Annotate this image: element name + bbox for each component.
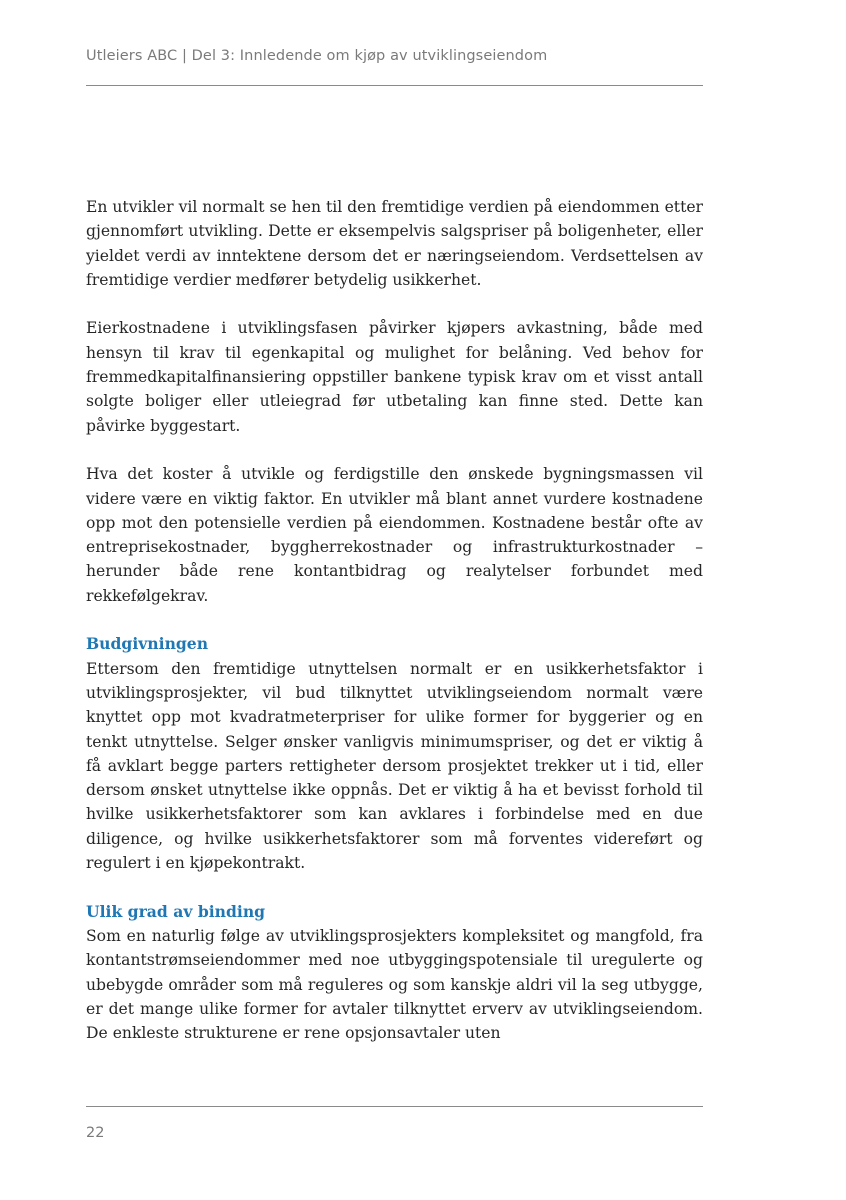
running-header: Utleiers ABC | Del 3: Innledende om kjøp av utviklingseiendom (86, 48, 548, 64)
section-heading-budgivningen: Budgivningen (86, 634, 209, 654)
footer-divider (86, 1106, 703, 1107)
page-number: 22 (86, 1125, 105, 1141)
section-paragraph: Som en naturlig følge av utviklingsprosjekters kompleksitet og mangfold, fra kontantstrømseiendommer med noe utbyggingspotensiale til uregulerte og ubebygde områder som må reguleres og som kanskje aldri vil la seg utbygge, er det mange ulike former for avtaler tilknyttet erverv av utviklingseiendom. De enkleste strukturene er rene opsjonsavtaler uten (86, 926, 703, 1043)
section-heading-ulik-grad-av-binding: Ulik grad av binding (86, 901, 266, 921)
header-divider (86, 85, 703, 86)
paragraph: Hva det koster å utvikle og ferdigstille den ønskede bygningsmassen vil videre være en viktig faktor. En utvikler må blant annet vurdere kostnadene opp mot den potensielle verdien på eiendommen. Kostnadene består ofte av entreprisekostnader, byggherrekostnader og infrastrukturkostnader – herunder både rene kontantbidrag og realytelser forbundet med rekkefølgekrav. (86, 465, 703, 605)
paragraph: Eierkostnadene i utviklingsfasen påvirker kjøpers avkastning, både med hensyn til krav til egenkapital og mulighet for belåning. Ved behov for fremmedkapitalfinansiering oppstiller bankene typisk krav om et visst antall solgte boliger eller utleiegrad før utbetaling kan finne sted. Dette kan påvirke byggestart. (86, 319, 703, 435)
paragraph: En utvikler vil normalt se hen til den fremtidige verdien på eiendommen etter gjennomført utvikling. Dette er eksempelvis salgspriser på boligenheter, eller yieldet verdi av inntektene dersom det er næringseiendom. Verdsettelsen av fremtidige verdier medfører betydelig usikkerhet. (86, 198, 704, 289)
main-text (86, 195, 703, 1070)
section-paragraph: Ettersom den fremtidige utnyttelsen normalt er en usikkerhetsfaktor i utviklingsprosjekter, vil bud tilknyttet utviklingseiendom normalt være knyttet opp mot kvadratmeterpriser for ulike former for byggerier og en tenkt utnyttelse. Selger ønsker vanligvis minimumspriser, og det er viktig å få avklart begge parters rettigheter dersom prosjektet trekker ut i tid, eller dersom ønsket utnyttelse ikke oppnås. Det er viktig å ha et bevisst forhold til hvilke usikkerhetsfaktorer som kan avklares i forbindelse med en due diligence, og hvilke usikkerhetsfaktorer som må forventes videreført og regulert i en kjøpekontrakt. (86, 659, 703, 873)
